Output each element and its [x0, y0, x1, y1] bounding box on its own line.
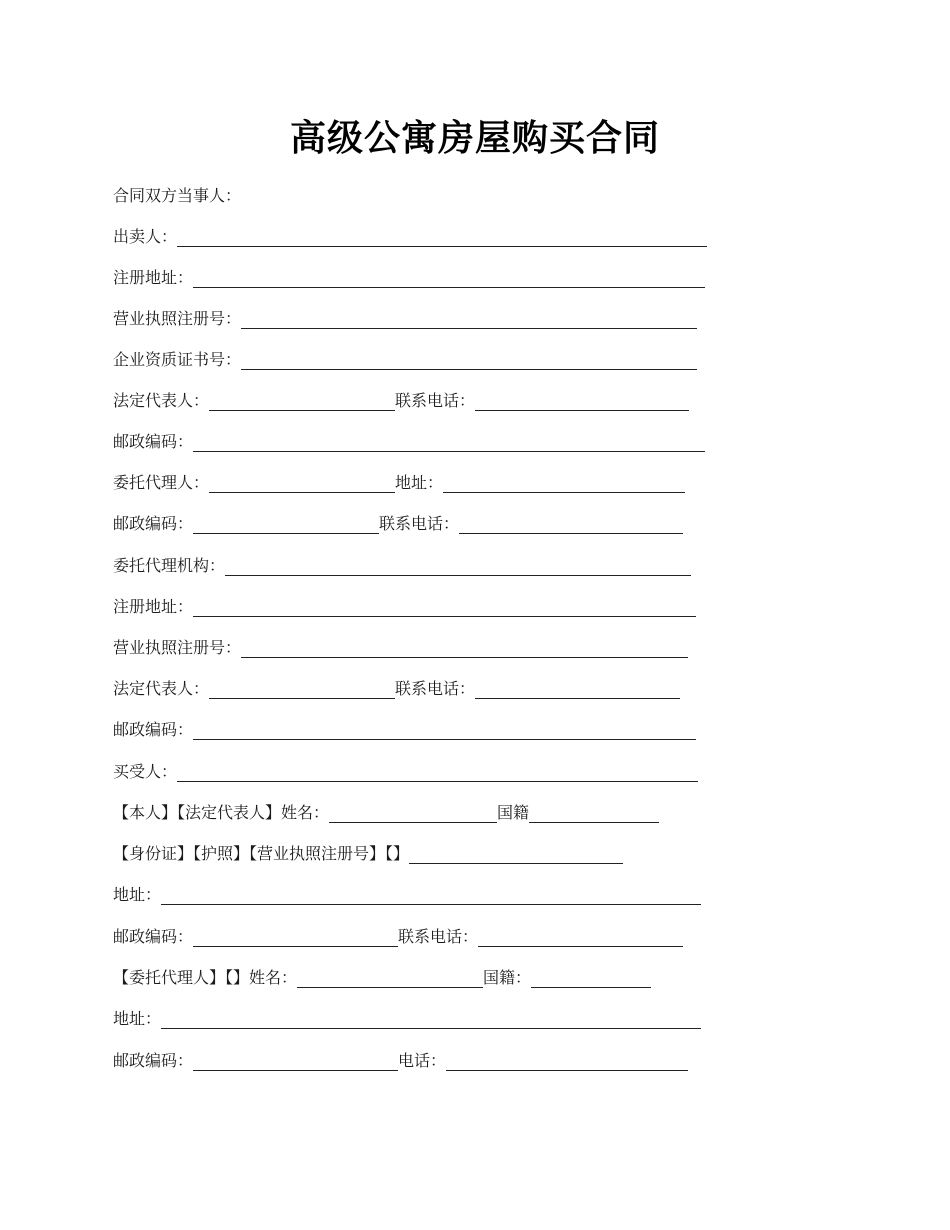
buyer-id-field[interactable] — [409, 846, 623, 864]
agency-license-field[interactable] — [241, 640, 688, 658]
buyer-agent-contact-row — [113, 1045, 688, 1071]
agent-contact-row — [113, 508, 683, 534]
seller-postcode-label: 邮政编码： — [113, 432, 194, 451]
buyer-id-row — [113, 838, 623, 864]
buyer-name-label: 【本人】【法定代表人】姓名： — [113, 803, 330, 822]
buyer-address-label: 地址： — [113, 885, 162, 904]
agent-field[interactable] — [209, 475, 395, 493]
agent-postcode-label: 邮政编码： — [113, 514, 194, 533]
buyer-agent-name-label: 【委托代理人】【】姓名： — [113, 968, 298, 987]
seller-reg-address-field[interactable] — [193, 270, 705, 288]
seller-qualification-label: 企业资质证书号： — [113, 350, 242, 369]
parties-heading: 合同双方当事人： — [113, 186, 242, 205]
buyer-agent-nationality-label: 国籍： — [483, 968, 532, 987]
parties-heading-row — [113, 180, 241, 206]
buyer-nationality-label: 国籍 — [497, 803, 530, 822]
agent-address-label: 地址： — [395, 473, 444, 492]
buyer-agent-phone-label: 电话： — [398, 1051, 447, 1070]
buyer-contact-row — [113, 921, 683, 947]
agency-postcode-row — [113, 714, 696, 740]
agency-reg-address-row — [113, 591, 696, 617]
agency-reg-address-label: 注册地址： — [113, 597, 194, 616]
seller-postcode-row — [113, 426, 705, 452]
seller-qualification-field[interactable] — [241, 352, 697, 370]
seller-license-row — [113, 303, 697, 329]
seller-legal-rep-field[interactable] — [209, 393, 395, 411]
buyer-field[interactable] — [177, 764, 698, 782]
seller-legal-rep-label: 法定代表人： — [113, 391, 210, 410]
agency-field[interactable] — [225, 558, 691, 576]
agent-postcode-field[interactable] — [193, 516, 379, 534]
buyer-nationality-field[interactable] — [529, 805, 659, 823]
seller-label: 出卖人： — [113, 227, 178, 246]
agent-address-field[interactable] — [443, 475, 685, 493]
seller-license-field[interactable] — [241, 311, 697, 329]
agent-label: 委托代理人： — [113, 473, 210, 492]
buyer-agent-name-field[interactable] — [297, 970, 483, 988]
seller-row — [113, 221, 707, 247]
agency-reg-address-field[interactable] — [193, 599, 696, 617]
agent-row — [113, 467, 685, 493]
buyer-name-field[interactable] — [329, 805, 497, 823]
agency-license-label: 营业执照注册号： — [113, 638, 242, 657]
buyer-phone-label: 联系电话： — [398, 927, 479, 946]
buyer-agent-address-field[interactable] — [161, 1011, 701, 1029]
buyer-postcode-field[interactable] — [193, 929, 398, 947]
buyer-address-field[interactable] — [161, 887, 701, 905]
agency-postcode-field[interactable] — [193, 722, 696, 740]
buyer-id-label: 【身份证】【护照】【营业执照注册号】【】 — [113, 844, 410, 863]
seller-reg-address-row — [113, 262, 705, 288]
seller-postcode-field[interactable] — [193, 434, 705, 452]
buyer-agent-address-row — [113, 1003, 701, 1029]
buyer-address-row — [113, 879, 701, 905]
buyer-label: 买受人： — [113, 762, 178, 781]
agent-phone-field[interactable] — [459, 516, 683, 534]
buyer-agent-postcode-label: 邮政编码： — [113, 1051, 194, 1070]
buyer-name-row — [113, 797, 659, 823]
agency-label: 委托代理机构： — [113, 556, 226, 575]
agency-legal-rep-field[interactable] — [209, 681, 395, 699]
buyer-agent-nationality-field[interactable] — [531, 970, 651, 988]
seller-legal-rep-phone-label: 联系电话： — [395, 391, 476, 410]
seller-legal-rep-phone-field[interactable] — [475, 393, 689, 411]
agency-legal-rep-label: 法定代表人： — [113, 679, 210, 698]
buyer-agent-phone-field[interactable] — [446, 1053, 688, 1071]
buyer-phone-field[interactable] — [478, 929, 683, 947]
buyer-agent-row — [113, 962, 651, 988]
agency-license-row — [113, 632, 688, 658]
agency-row — [113, 550, 691, 576]
buyer-postcode-label: 邮政编码： — [113, 927, 194, 946]
buyer-agent-postcode-field[interactable] — [193, 1053, 398, 1071]
agency-postcode-label: 邮政编码： — [113, 720, 194, 739]
agent-phone-label: 联系电话： — [379, 514, 460, 533]
agency-legal-rep-phone-label: 联系电话： — [395, 679, 476, 698]
seller-legal-rep-row — [113, 385, 689, 411]
seller-reg-address-label: 注册地址： — [113, 268, 194, 287]
document-title: 高级公寓房屋购买合同 — [289, 117, 660, 159]
buyer-row — [113, 756, 698, 782]
buyer-agent-address-label: 地址： — [113, 1009, 162, 1028]
seller-qualification-row — [113, 344, 697, 370]
agency-legal-rep-phone-field[interactable] — [475, 681, 680, 699]
agency-legal-rep-row — [113, 673, 680, 699]
seller-field[interactable] — [177, 229, 707, 247]
seller-license-label: 营业执照注册号： — [113, 309, 242, 328]
